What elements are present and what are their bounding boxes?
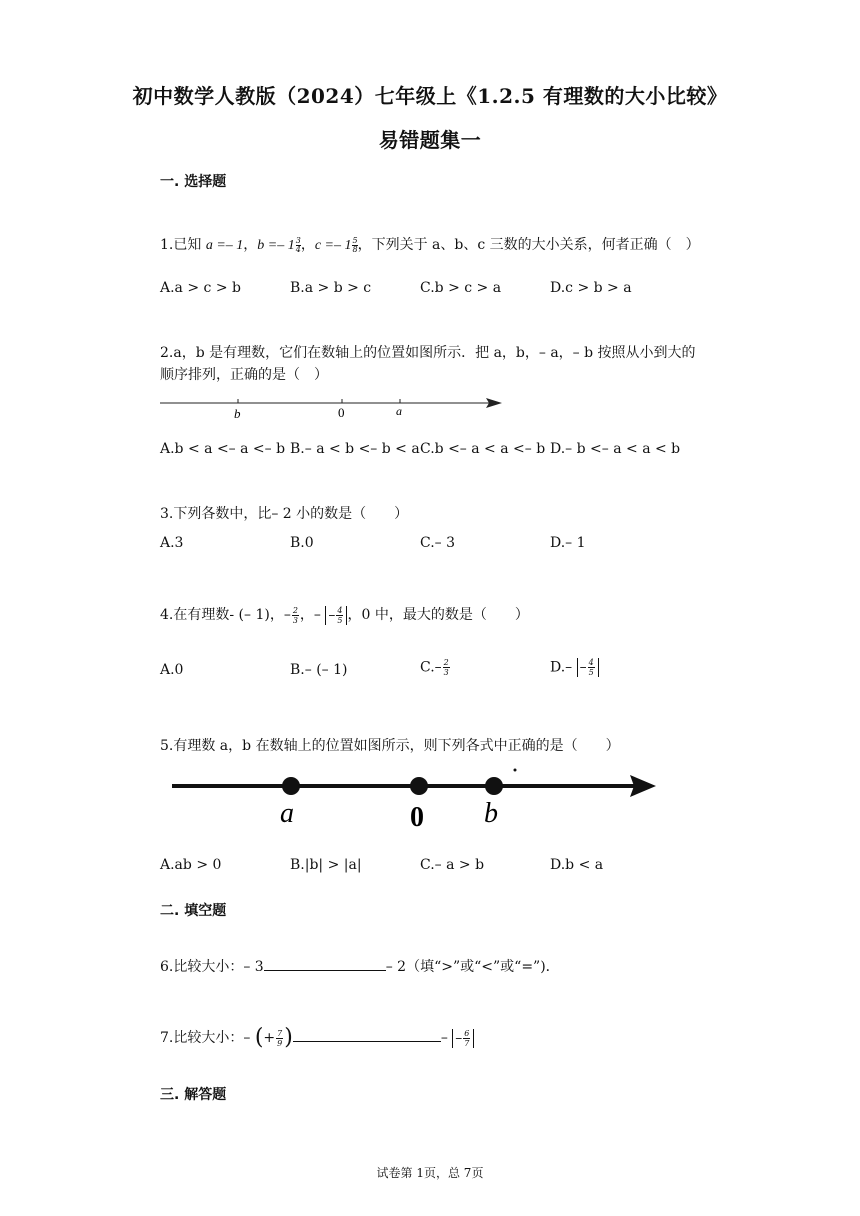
q3-option-a: A.3	[160, 535, 184, 551]
section-multiple-choice: 一. 选择题	[160, 174, 227, 190]
question-6	[160, 956, 560, 976]
q6-prefix: 6.比较大小：– 3	[160, 959, 264, 975]
q4-opt-d-num: 4	[588, 658, 594, 667]
q5-point-b	[485, 777, 503, 795]
q7-inner: –	[455, 1030, 463, 1046]
q7-abs	[452, 1029, 474, 1048]
question-5: 5.有理数 a，b 在数轴上的位置如图所示，则下列各式中正确的是（ ）	[160, 738, 620, 754]
q7-f2-num: 6	[464, 1028, 470, 1038]
q1-option-a: A.a > c > b	[160, 280, 241, 296]
q1-a-def: a =– 1	[205, 238, 244, 253]
q7-close-paren: )	[284, 1025, 293, 1050]
question-2-line2: 顺序排列，正确的是（ ）	[160, 367, 328, 383]
q1-b-def: b =– 1	[257, 238, 295, 253]
q4-option-d	[550, 658, 599, 677]
q7-f1-num: 7	[277, 1028, 283, 1038]
q4-t3-fraction	[336, 606, 343, 625]
q1-prefix: 1.已知	[160, 237, 206, 253]
q6-suffix: – 2（填“>”或“<”或“=”)．	[385, 959, 560, 975]
q2-option-c: C.b <– a < a <– b	[420, 441, 546, 457]
q2-number-line	[158, 392, 506, 422]
q5-label-b: b	[484, 798, 498, 829]
q1-c-num: 5	[352, 235, 358, 245]
q4-t3-inner: –	[328, 607, 336, 623]
q4-sep: ，	[299, 607, 314, 623]
section-solutions: 三. 解答题	[160, 1087, 227, 1103]
q4-opt-d-fraction	[588, 658, 595, 677]
q7-minus: –	[440, 1030, 448, 1046]
q7-f2-den: 7	[464, 1038, 470, 1048]
q7-plus: +	[263, 1030, 276, 1046]
q4-option-b: B.– (– 1)	[290, 662, 348, 678]
q5-option-a: A.ab > 0	[160, 857, 222, 873]
q5-option-d: D.b < a	[550, 857, 604, 873]
q7-f1-den: 9	[277, 1038, 283, 1048]
q4-opt-d-den: 5	[588, 668, 594, 677]
paper-title-line1: 初中数学人教版（2024）七年级上《1.2.5 有理数的大小比较》	[132, 84, 728, 108]
q1-option-b: B.a > b > c	[290, 280, 372, 296]
q2-label-0: 0	[338, 405, 345, 420]
q7-open-paren: (	[254, 1025, 264, 1050]
q5-number-line	[166, 764, 660, 836]
q3-option-c: C.– 3	[420, 535, 456, 551]
q4-opt-c-prefix: C.–	[420, 659, 442, 676]
q4-opt-d-inner: –	[579, 659, 587, 676]
q4-suffix: ，0 中，最大的数是（ ）	[347, 607, 529, 623]
q7-f1-fraction	[276, 1029, 283, 1048]
q1-option-d: D.c > b > a	[550, 280, 632, 296]
q2-option-d: D.– b <– a < a < b	[550, 441, 681, 457]
question-7	[160, 1027, 474, 1049]
q4-t3-den: 5	[337, 615, 343, 625]
q2-label-b: b	[234, 406, 241, 421]
q5-speck	[514, 769, 517, 772]
paper-title-line2: 易错题集一	[378, 128, 482, 152]
q5-label-a: a	[280, 798, 294, 829]
q4-t3-num: 4	[337, 605, 343, 615]
q1-b-den: 4	[295, 244, 301, 254]
q4-t3-abs	[325, 606, 347, 625]
q4-opt-d-prefix: D.–	[550, 659, 573, 676]
q4-t2-num: 2	[292, 605, 298, 615]
q7-prefix: 7.比较大小：–	[160, 1030, 251, 1046]
question-4	[160, 604, 529, 625]
q4-t2-den: 3	[292, 615, 298, 625]
page-footer: 试卷第 1页，总 7页	[376, 1166, 484, 1180]
q2-option-b: B.– a < b <– b < a	[290, 441, 420, 457]
question-2-line1: 2.a，b 是有理数，它们在数轴上的位置如图所示．把 a，b，– a，– b 按照从小到大的	[160, 345, 696, 361]
q4-opt-c-fraction	[443, 658, 450, 677]
q3-option-d: D.– 1	[550, 535, 586, 551]
q4-t2-sign: –	[283, 607, 291, 623]
q5-option-c: C.– a > b	[420, 857, 485, 873]
question-1	[160, 234, 700, 254]
q4-t3-sign: –	[313, 607, 321, 623]
q7-answer-blank[interactable]	[293, 1028, 441, 1042]
q1-option-c: C.b > c > a	[420, 280, 502, 296]
q1-suffix: ，下列关于 a、b、c 三数的大小关系，何者正确（ ）	[357, 237, 700, 253]
q5-point-a	[282, 777, 300, 795]
q5-option-b: B.|b| > |a|	[290, 857, 362, 873]
q4-opt-c-den: 3	[443, 668, 449, 677]
q4-opt-c-num: 2	[443, 658, 449, 667]
q1-b-num: 3	[295, 235, 301, 245]
q4-prefix: 4.在有理数- (– 1)，	[160, 607, 284, 623]
q2-label-a: a	[396, 404, 402, 418]
q7-f2-fraction	[463, 1029, 470, 1048]
q4-option-c	[420, 658, 451, 677]
q4-t2-fraction	[292, 606, 299, 625]
q2-option-a: A.b < a <– a <– b	[160, 441, 286, 457]
section-fill-in: 二. 填空题	[160, 903, 227, 919]
question-3: 3.下列各数中，比– 2 小的数是（ ）	[160, 506, 409, 522]
q3-option-b: B.0	[290, 535, 314, 551]
q5-label-0: 0	[410, 802, 424, 833]
q5-point-0	[410, 777, 428, 795]
q1-sep2: ，	[300, 237, 315, 253]
q4-opt-d-abs	[577, 658, 599, 677]
q1-sep1: ，	[243, 237, 258, 253]
q6-answer-blank[interactable]	[264, 957, 386, 971]
q1-c-def: c =– 1	[314, 238, 352, 253]
q4-option-a: A.0	[160, 662, 184, 678]
q1-c-den: 8	[352, 244, 358, 254]
